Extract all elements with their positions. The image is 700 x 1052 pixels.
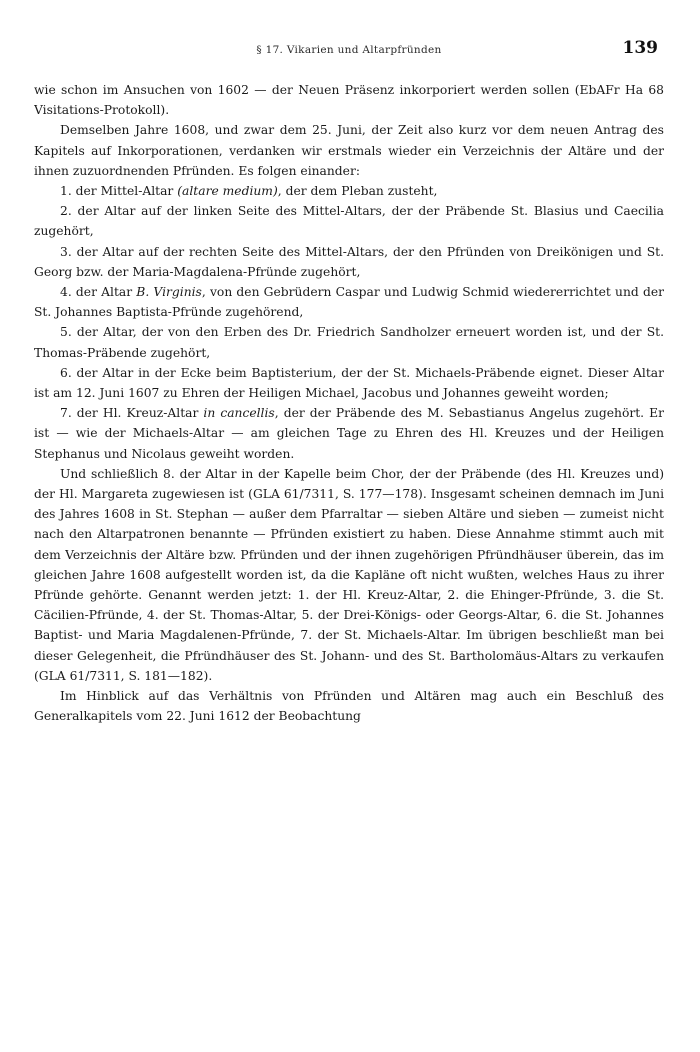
paragraph-altar-8: Und schließlich 8. der Altar in der Kapelle beim Chor, der der Präbende (des Hl. Kreuzes und) der Hl. Margareta zugewiesen ist (GLA 61/7311, S. 177—178). Insgesamt scheinen demnach im Juni des Jahres 1608 in St. Stephan — außer dem Pfarraltar — sieben Altäre und sieben — zumeist nicht nach den Altarpatronen benannte — Pfründen existiert zu haben. Diese Annahme stimmt auch mit dem Verzeichnis der Altäre bzw. Pfründen und der ihnen zugehörigen Pfründhäuser überein, das im gleichen Jahre 1608 aufgestellt worden ist, da die Kapläne oft nicht wußten, welches Haus zu ihrer Pfründe gehörte. Genannt werden jetzt: 1. der Hl. Kreuz-Altar, 2. die Ehinger-Pfründe, 3. die St. Cäcilien-Pfründe, 4. der St. Thomas-Altar, 5. der Drei-Königs- oder Georgs-Altar, 6. die St. Johannes Baptist- und Maria Magdalenen-Pfründe, 7. der St. Michaels-Altar. Im übrigen beschließt man bei dieser Gelegenheit, die Pfründhäuser des St. Johann- und des St. Bartholomäus-Altars zu verkaufen (GLA 61/7311, S. 181—182). [34, 466, 664, 683]
running-head: § 17. Vikarien und Altarpfründen [256, 44, 442, 56]
paragraph-continuation: wie schon im Ansuchen von 1602 — der Neuen Präsenz inkorporiert werden sollen (EbAFr Ha 68 Visitations-Protokoll). [34, 83, 664, 118]
list-item-altar-6: 6. der Altar in der Ecke beim Baptisterium, der der St. Michaels-Präbende eignet. Dieser Altar ist am 12. Juni 1607 zu Ehren der Heiligen Michael, Jacobus und Johannes geweiht worden; [34, 365, 664, 401]
latin-term: B. Virginis [136, 285, 202, 300]
book-page [34, 38, 664, 1028]
list-item-altar-5: 5. der Altar, der von den Erben des Dr. Friedrich Sandholzer erneuert worden ist, und der St. Thomas-Präbende zugehört, [34, 325, 664, 360]
list-item-altar-2: 2. der Altar auf der linken Seite des Mittel-Altars, der der Präbende St. Blasius und Caecilia zugehört, [34, 204, 664, 239]
paragraph-final: Im Hinblick auf das Verhältnis von Pfründen und Altären mag auch ein Beschluß des Generalkapitels vom 22. Juni 1612 der Beobachtung [34, 689, 664, 724]
latin-term: (altare medium) [177, 184, 278, 199]
list-item-altar-7: 7. der Hl. Kreuz-Altar in cancellis, der der Präbende des M. Sebastianus Angelus zugehört. Er ist — wie der Michaels-Altar — am gleichen Tage zu Ehren des Hl. Kreuzes und der Heiligen Stephanus und Nicolaus geweiht worden. [34, 406, 664, 461]
list-item-altar-3: 3. der Altar auf der rechten Seite des Mittel-Altars, der den Pfründen von Dreikönigen und St. Georg bzw. der Maria-Magdalena-Pfründe zugehört, [34, 244, 664, 279]
latin-term: in cancellis [203, 406, 275, 421]
page-number: 139 [622, 38, 658, 58]
body-text [34, 80, 664, 727]
list-item-altar-1: 1. der Mittel-Altar (altare medium), der dem Pleban zusteht, [60, 184, 438, 199]
paragraph-intro: Demselben Jahre 1608, und zwar dem 25. Juni, der Zeit also kurz vor dem neuen Antrag des Kapitels auf Inkorporationen, verdanken wir erstmals wieder ein Verzeichnis der Altäre und der ihnen zuzuordnenden Pfründen. Es folgen einander: [34, 123, 664, 178]
page-header [34, 38, 664, 64]
list-item-altar-4: 4. der Altar B. Virginis, von den Gebrüdern Caspar und Ludwig Schmid wiedererrichtet und der St. Johannes Baptista-Pfründe zugehörend, [34, 285, 664, 320]
